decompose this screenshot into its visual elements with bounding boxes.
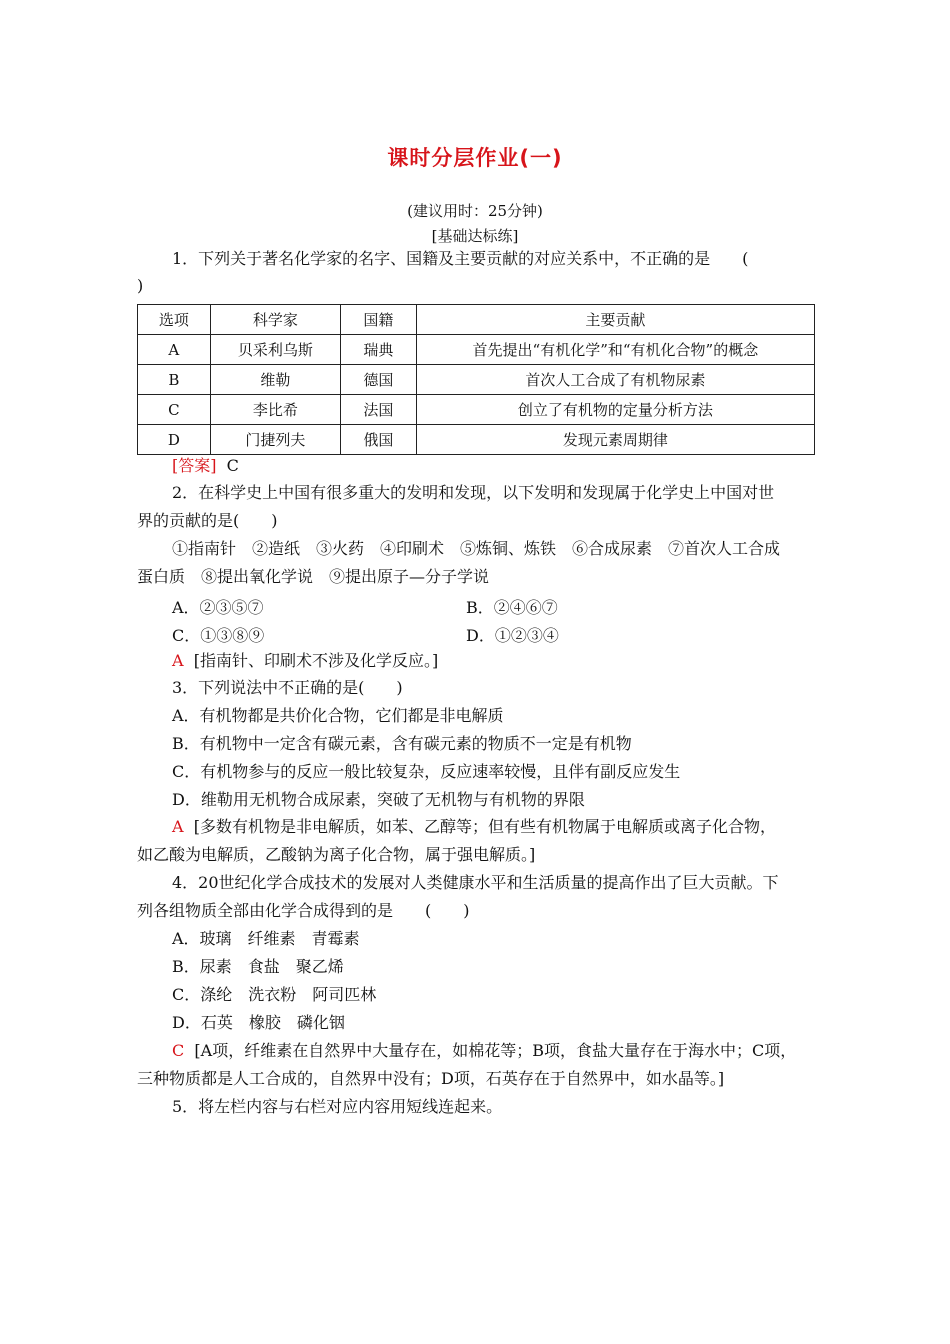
table-cell: 创立了有机物的定量分析方法 bbox=[416, 395, 814, 425]
q4-stem-line1: 4．20世纪化学合成技术的发展对人类健康水平和生活质量的提高作出了巨大贡献。下 bbox=[172, 873, 779, 892]
q2-option-d: D．①②③④ bbox=[466, 626, 559, 645]
q2-option-b: B．②④⑥⑦ bbox=[466, 598, 558, 617]
table-cell: 俄国 bbox=[341, 425, 417, 455]
table-cell: D bbox=[138, 425, 211, 455]
table-cell: 首次人工合成了有机物尿素 bbox=[416, 365, 814, 395]
q3-option-a: A．有机物都是共价化合物，它们都是非电解质 bbox=[172, 706, 504, 725]
q2-answer-line bbox=[172, 651, 438, 671]
q4-answer-line bbox=[172, 1041, 796, 1061]
q1-answer-line bbox=[172, 456, 239, 476]
q2-stem-line1: 2．在科学史上中国有很多重大的发明和发现，以下发明和发现属于化学史上中国对世 bbox=[172, 483, 775, 502]
time-hint: (建议用时：25分钟) bbox=[407, 202, 543, 220]
q2-items-line1: ①指南针 ②造纸 ③火药 ④印刷术 ⑤炼铜、炼铁 ⑥合成尿素 ⑦首次人工合成 bbox=[172, 539, 781, 558]
table-cell: 首先提出“有机化学”和“有机化合物”的概念 bbox=[416, 335, 814, 365]
q3-answer: A bbox=[172, 817, 184, 836]
q5-stem: 5．将左栏内容与右栏对应内容用短线连起来。 bbox=[172, 1097, 503, 1116]
table-cell: 维勒 bbox=[210, 365, 340, 395]
q1-stem-line1: 1．下列关于著名化学家的名字、国籍及主要贡献的对应关系中，不正确的是 ( bbox=[172, 249, 749, 268]
q2-stem-line2: 界的贡献的是( ) bbox=[137, 511, 278, 530]
table-row bbox=[138, 365, 815, 395]
table-cell: 门捷列夫 bbox=[210, 425, 340, 455]
q3-explanation-line1: [多数有机物是非电解质，如苯、乙醇等；但有些有机物属于电解质或离子化合物， bbox=[193, 817, 776, 836]
q4-option-c: C．涤纶 洗衣粉 阿司匹林 bbox=[172, 985, 377, 1004]
q4-option-d: D．石英 橡胶 磷化铟 bbox=[172, 1013, 345, 1032]
q3-option-b: B．有机物中一定含有碳元素，含有碳元素的物质不一定是有机物 bbox=[172, 734, 632, 753]
table-row bbox=[138, 395, 815, 425]
table-cell: 贝采利乌斯 bbox=[210, 335, 340, 365]
q3-answer-line bbox=[172, 817, 776, 837]
q4-explanation-line2: 三种物质都是人工合成的，自然界中没有；D项，石英存在于自然界中，如水晶等。] bbox=[137, 1069, 725, 1088]
section-heading: [基础达标练] bbox=[431, 227, 519, 245]
q2-option-c: C．①③⑧⑨ bbox=[172, 626, 265, 645]
table-cell: C bbox=[138, 395, 211, 425]
table-cell: 瑞典 bbox=[341, 335, 417, 365]
table-header-cell: 主要贡献 bbox=[416, 305, 814, 335]
q3-option-d: D．维勒用无机物合成尿素，突破了无机物与有机物的界限 bbox=[172, 790, 585, 809]
q2-explanation: [指南针、印刷术不涉及化学反应。] bbox=[193, 651, 439, 670]
q3-explanation-line2: 如乙酸为电解质，乙酸钠为离子化合物，属于强电解质。] bbox=[137, 845, 536, 864]
table-cell: 李比希 bbox=[210, 395, 340, 425]
q1-stem-line2: ) bbox=[137, 276, 144, 295]
table-cell: B bbox=[138, 365, 211, 395]
q1-answer: C bbox=[226, 456, 239, 475]
table-cell: 发现元素周期律 bbox=[416, 425, 814, 455]
table-header-cell: 科学家 bbox=[210, 305, 340, 335]
q4-option-a: A．玻璃 纤维素 青霉素 bbox=[172, 929, 360, 948]
q2-answer: A bbox=[172, 651, 184, 670]
q2-option-a: A．②③⑤⑦ bbox=[172, 598, 264, 617]
answer-tag: [答案] bbox=[172, 456, 217, 475]
q2-items-line2: 蛋白质 ⑧提出氧化学说 ⑨提出原子—分子学说 bbox=[137, 567, 490, 586]
q4-stem-line2: 列各组物质全部由化学合成得到的是 ( ) bbox=[137, 901, 470, 920]
q3-option-c: C．有机物参与的反应一般比较复杂，反应速率较慢，且伴有副反应发生 bbox=[172, 762, 681, 781]
table-row bbox=[138, 335, 815, 365]
table-cell: 德国 bbox=[341, 365, 417, 395]
table-cell: 法国 bbox=[341, 395, 417, 425]
q4-answer: C bbox=[172, 1041, 185, 1060]
q4-explanation-line1: [A项，纤维素在自然界中大量存在，如棉花等；B项，食盐大量存在于海水中；C项， bbox=[194, 1041, 797, 1060]
q1-table bbox=[137, 304, 815, 455]
page-title: 课时分层作业(一) bbox=[387, 146, 563, 170]
table-cell: A bbox=[138, 335, 211, 365]
table-header-row bbox=[138, 305, 815, 335]
table-header-cell: 选项 bbox=[138, 305, 211, 335]
table-row bbox=[138, 425, 815, 455]
q3-stem: 3．下列说法中不正确的是( ) bbox=[172, 678, 403, 697]
table-header-cell: 国籍 bbox=[341, 305, 417, 335]
q4-option-b: B．尿素 食盐 聚乙烯 bbox=[172, 957, 344, 976]
